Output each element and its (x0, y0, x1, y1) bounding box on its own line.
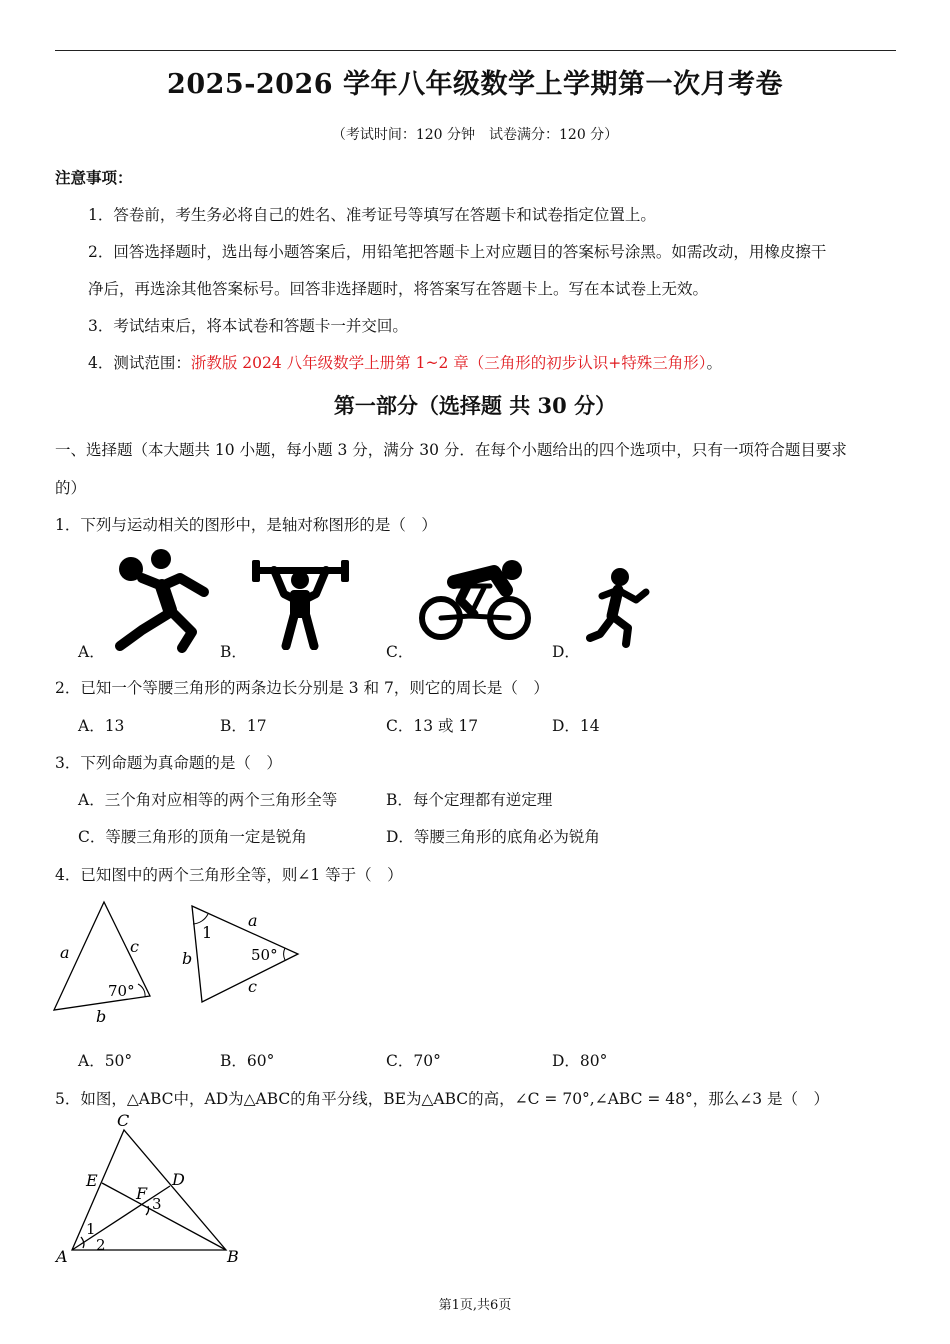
runner-icon (590, 568, 646, 644)
notes-heading: 注意事项： (55, 168, 133, 187)
runner-figure (582, 566, 650, 650)
page-footer: 第1页,共6页 (438, 1298, 512, 1313)
right-triangle-shape (192, 906, 298, 1002)
left-angle-arc (138, 984, 145, 997)
exam-title: 2025-2026 学年八年级数学上学期第一次月考卷 (167, 69, 783, 100)
note-item-2-line-1: 2．回答选择题时，选出每小题答案后，用铅笔把答题卡上对应题目的答案标号涂黑。如需改动，用橡皮擦干 (88, 243, 827, 261)
q2-option-a[interactable]: A．13 (78, 717, 125, 735)
angle-2-arc (83, 1244, 84, 1248)
left-side-c: c (130, 937, 139, 956)
point-f: F (136, 1184, 148, 1203)
vertex-b: B (227, 1247, 239, 1266)
q1-option-d[interactable]: D． (552, 643, 580, 661)
part1-instructions-line-1: 一、选择题（本大题共 10 小题，每小题 3 分，满分 30 分．在每个小题给出的四个选项中，只有一项符合题目要求 (55, 441, 847, 459)
left-side-a: a (60, 943, 70, 962)
q3-option-c[interactable]: C．等腰三角形的顶角一定是锐角 (78, 828, 307, 846)
right-side-b: b (182, 949, 193, 968)
note-item-3: 3．考试结束后，将本试卷和答题卡一并交回。 (88, 317, 408, 335)
q1-option-a[interactable]: A． (78, 643, 105, 661)
right-angle-arc (284, 948, 285, 960)
note-item-4 (88, 351, 722, 373)
q2-option-b[interactable]: B．17 (220, 717, 267, 735)
q1-option-c[interactable]: C． (386, 643, 414, 661)
q1-stem: 1．下列与运动相关的图形中，是轴对称图形的是（ ） (55, 516, 437, 534)
altitude-be (102, 1183, 226, 1250)
note-item-4-prefix: 4．测试范围： (88, 354, 191, 372)
q3-stem: 3．下列命题为真命题的是（ ） (55, 754, 282, 772)
q2-option-d[interactable]: D．14 (552, 717, 600, 735)
q4-option-a[interactable]: A．50° (78, 1052, 133, 1070)
q2-stem: 2．已知一个等腰三角形的两条边长分别是 3 和 7，则它的周长是（ ） (55, 679, 549, 697)
right-angle-50: 50° (251, 946, 278, 964)
angle-1-label: 1 (202, 923, 213, 942)
q4-option-b[interactable]: B．60° (220, 1052, 275, 1070)
q3-option-a[interactable]: A．三个角对应相等的两个三角形全等 (78, 791, 338, 809)
q4-triangles-figure (50, 898, 310, 1028)
q1-option-b[interactable]: B． (220, 643, 247, 661)
q3-option-d[interactable]: D．等腰三角形的底角必为锐角 (386, 828, 600, 846)
left-angle-70: 70° (108, 982, 135, 1000)
q4-option-d[interactable]: D．80° (552, 1052, 608, 1070)
cyclist-icon (422, 560, 528, 637)
point-e: E (86, 1171, 98, 1190)
exam-subtitle: （考试时间：120 分钟 试卷满分：120 分） (331, 127, 619, 143)
q4-right-triangle (182, 906, 298, 1002)
weightlifter-icon (252, 560, 349, 646)
q3-option-b[interactable]: B．每个定理都有逆定理 (386, 791, 553, 809)
angle-1-label: 1 (86, 1220, 96, 1238)
q4-stem: 4．已知图中的两个三角形全等，则∠1 等于（ ） (55, 866, 403, 884)
right-side-c: c (248, 977, 257, 996)
vertex-c: C (117, 1112, 130, 1130)
note-item-2-line-2: 净后，再选涂其他答案标号。回答非选择题时，将答案写在答题卡上。写在本试卷上无效。 (88, 280, 709, 298)
weightlifter-figure (248, 550, 353, 650)
left-side-b: b (96, 1007, 107, 1026)
angle-3-label: 3 (152, 1195, 162, 1213)
top-rule (55, 50, 896, 51)
note-item-4-suffix: 。 (706, 354, 722, 372)
q5-stem: 5．如图，△ABC中，AD为△ABC的角平分线，BE为△ABC的高，∠C = 70°,∠ABC = 48°，那么∠3 是（ ） (55, 1090, 830, 1108)
right-side-a: a (248, 911, 258, 930)
q2-option-c[interactable]: C．13 或 17 (386, 717, 479, 735)
cyclist-figure (418, 556, 536, 648)
q4-option-c[interactable]: C．70° (386, 1052, 441, 1070)
note-item-4-scope: 浙教版 2024 八年级数学上册第 1~2 章（三角形的初步认识+特殊三角形） (190, 354, 707, 372)
note-item-1: 1．答卷前，考生务必将自己的姓名、准考证号等填写在答题卡和试卷指定位置上。 (88, 206, 656, 224)
part1-instructions-line-2: 的） (55, 479, 87, 497)
volleyball-player-figure (112, 548, 222, 653)
angle-2-label: 2 (96, 1236, 106, 1254)
point-d: D (172, 1170, 185, 1189)
vertex-a: A (56, 1247, 68, 1266)
q5-triangle-figure (50, 1112, 250, 1267)
q4-left-triangle (54, 902, 150, 1026)
part1-title: 第一部分（选择题 共 30 分） (333, 393, 617, 418)
